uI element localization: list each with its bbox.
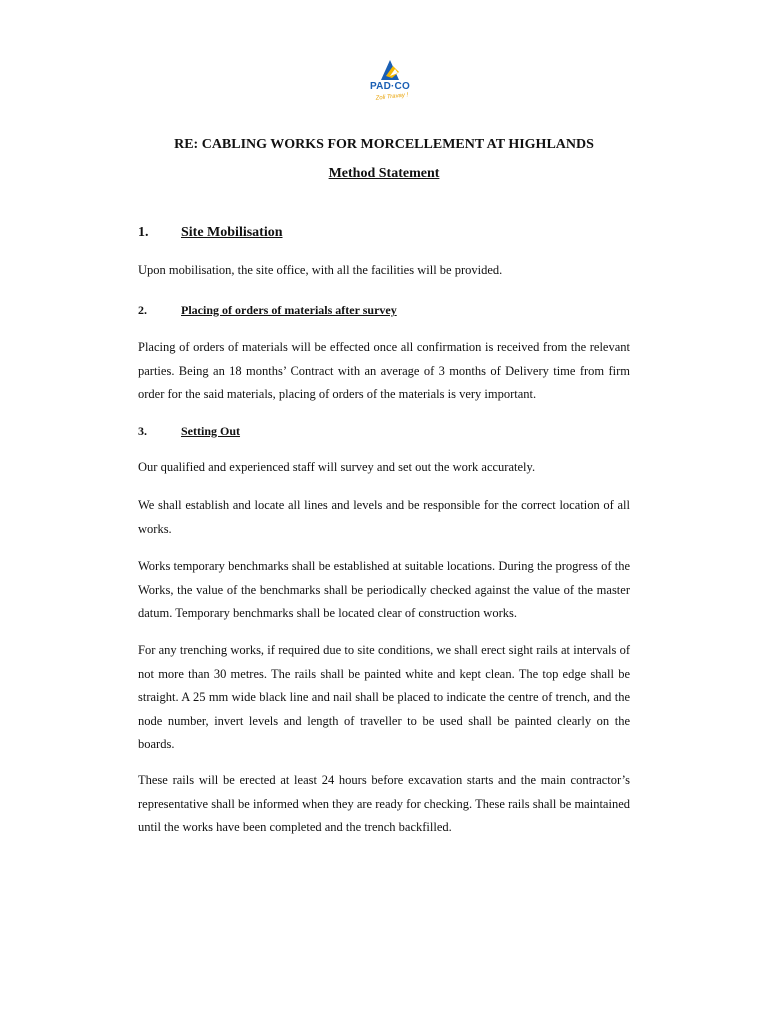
paragraph: Our qualified and experienced staff will survey and set out the work accurately. [138,460,536,474]
paragraph: We shall establish and locate all lines and levels and be responsible for the correct location of all works. [138,498,630,536]
paragraph: Upon mobilisation, the site office, with all the facilities will be provided. [138,263,503,277]
section-number: 2. [138,303,147,317]
company-logo [362,56,418,112]
paragraph: These rails will be erected at least 24 hours before excavation starts and the main contractor’s representative shall be informed when they are ready for checking. These rails shall be maintained until the works have been completed and the trench backfilled. [138,773,630,834]
document-subtitle: Method Statement [328,166,440,181]
logo-brand-text: PAD·CO [370,81,410,92]
logo-tagline: Zoli Travay ! [375,92,409,102]
logo-mark-icon [362,56,418,84]
section-title: Placing of orders of materials after survey [181,303,397,317]
section-number: 1. [138,225,149,240]
paragraph: For any trenching works, if required due to site conditions, we shall erect sight rails at intervals of not more than 30 metres. The rails shall be painted white and kept clean. The top edge shall be straight. A 25 mm wide black line and nail shall be placed to indicate the centre of trench, and the node number, invert levels and length of traveller to be used shall be painted clearly on the boards. [138,643,630,751]
section-title: Setting Out [181,424,241,438]
paragraph: Works temporary benchmarks shall be established at suitable locations. During the progress of the Works, the value of the benchmarks shall be periodically checked against the value of the master datum. Temporary benchmarks shall be located clear of construction works. [138,559,630,620]
section-title: Site Mobilisation [181,225,283,240]
section-number: 3. [138,424,147,438]
document-title: RE: CABLING WORKS FOR MORCELLEMENT AT HIGHLANDS [174,137,594,152]
paragraph: Placing of orders of materials will be effected once all confirmation is received from the relevant parties. Being an 18 months’ Contract with an average of 3 months of Delivery time from firm order for the said materials, placing of orders of the materials is very important. [138,340,630,401]
